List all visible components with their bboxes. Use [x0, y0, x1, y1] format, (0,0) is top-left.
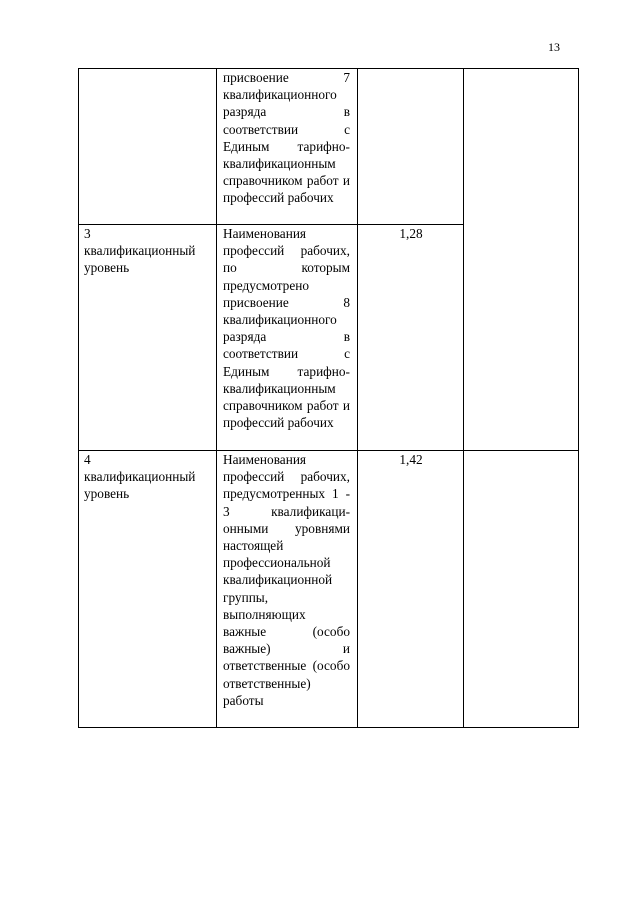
- profession-description: Наименования профессий рабочих, предусмотренных 1 - 3 квалификационными уровнями настоящей профессиональной квалификационной группы, выполняющих важные (особо важные) и ответственные (особо ответственные) работы: [217, 451, 358, 728]
- qualification-level-number: 3: [84, 226, 91, 241]
- qualification-level-label: квалификационный уровень: [84, 469, 196, 502]
- page-number: 13: [548, 40, 560, 54]
- qualification-level-cell: [79, 451, 217, 728]
- profession-description: присвоение 7 квалификационного разряда в соответствии с Единым тарифно-квалификационным справочником работ и профессий рабочих: [217, 69, 358, 225]
- qualification-level-label: квалификационный уровень: [84, 243, 196, 276]
- qualification-level-cell: [79, 69, 217, 225]
- table-row: [79, 69, 579, 225]
- empty-cell: [464, 451, 579, 728]
- qualification-table: [78, 68, 579, 728]
- profession-description: Наименования профессий рабочих, по которым предусмотрено присвоение 8 квалификационного разряда в соответствии с Единым тарифно-квалификационным справочником работ и профессий рабочих: [217, 225, 358, 451]
- table-row: [79, 451, 579, 728]
- coefficient-value: [358, 69, 464, 225]
- merged-empty-cell: [464, 69, 579, 451]
- coefficient-value: 1,28: [358, 225, 464, 451]
- coefficient-value: 1,42: [358, 451, 464, 728]
- qualification-level-cell: [79, 225, 217, 451]
- qualification-level-number: 4: [84, 452, 91, 467]
